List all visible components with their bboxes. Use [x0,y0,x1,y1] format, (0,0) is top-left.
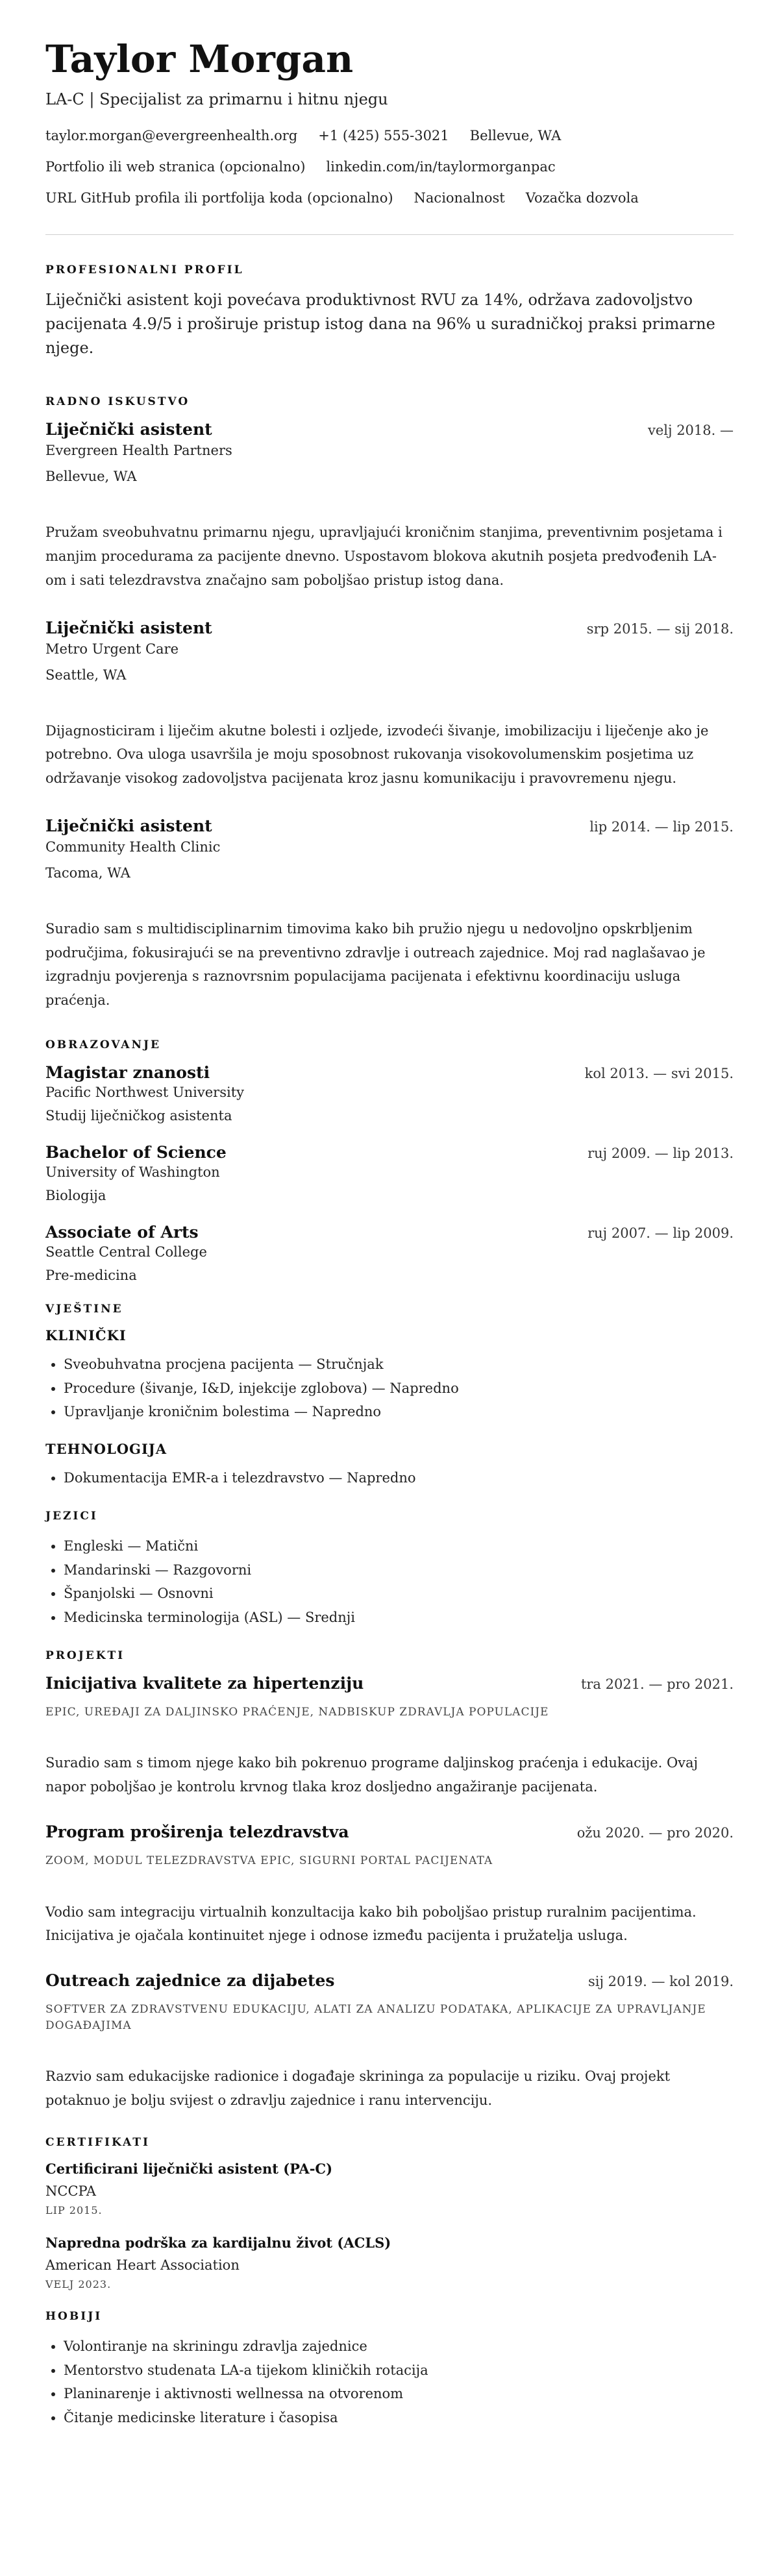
skills-tech-list [45,1466,734,1490]
header-divider [45,234,734,235]
skills-tech-title: TEHNOLOGIJA [45,1441,167,1457]
education-entry-head [45,1223,734,1242]
languages-section-title: JEZICI [45,1509,98,1523]
education-date: ruj 2009. — lip 2013. [587,1145,734,1161]
education-field: Biologija [45,1187,106,1203]
contact-row-extra [45,190,734,206]
certificate-date: LIP 2015. [45,2203,103,2216]
certificate-name: Napredna podrška za kardijalnu život (ACLS) [45,2234,391,2251]
project-name: Outreach zajednice za dijabetes [45,1971,335,1991]
profile-summary: Liječnički asistent koji povećava produktivnost RVU za 14%, održava zadovoljstvo pacijenata 4.9/5 i proširuje pristup istog dana na 96% u suradničkoj praksi primarne njege. [45,290,715,358]
project-date: ožu 2020. — pro 2020. [576,1824,734,1841]
experience-location: Bellevue, WA [45,469,137,485]
project-entry-head [45,1674,734,1693]
experience-description: Suradio sam s multidisciplinarnim timovima kako bih pružio njegu u nedovoljno opskrbljenim područjima, fokusirajući se na preventivno zdravlje i outreach zajednice. Moj rad naglašavao je izgradnju povjerenja s raznovrsnim populacijama pacijenata i efektivnu koordinaciju usluga praćenja. [45,920,706,1008]
project-tech: ZOOM, MODUL TELEZDRAVSTVA EPIC, SIGURNI PORTAL PACIJENATA [45,1854,493,1867]
hobbies-list [45,2335,734,2430]
contact-row-links [45,159,734,175]
list-item: • Procedure (šivanje, I&D, injekcije zglobova) — Napredno [64,1377,734,1401]
education-entry [45,1223,734,1283]
project-entry [45,1822,734,1948]
project-entry [45,1971,734,2113]
education-entry [45,1063,734,1123]
project-name: Program proširenja telezdravstva [45,1822,349,1841]
candidate-name: Taylor Morgan [45,37,354,81]
project-date: sij 2019. — kol 2019. [587,1974,734,1990]
contact-license: Vozačka dozvola [525,190,639,206]
languages-section [45,1510,734,1630]
list-item: • Čitanje medicinske literature i časopisa [64,2406,734,2430]
list-item: • Medicinska terminologija (ASL) — Srednji [64,1606,734,1630]
education-field: Pre-medicina [45,1267,137,1283]
list-item: • Španjolski — Osnovni [64,1582,734,1606]
experience-entry [45,619,734,791]
experience-location: Tacoma, WA [45,865,130,881]
education-degree: Magistar znanosti [45,1062,210,1082]
skills-section [45,1303,734,1490]
experience-entry [45,420,734,592]
certificate-entry [45,2161,734,2216]
certificate-name: Certificirani liječnički asistent (PA-C) [45,2160,333,2177]
project-tech: SOFTVER ZA ZDRAVSTVENU EDUKACIJU, ALATI ZA ANALIZU PODATAKA, APLIKACIJE ZA UPRAVLJANJE DOGAĐAJIMA [45,2003,706,2032]
list-item: • Sveobuhvatna procjena pacijenta — Stručnjak [64,1353,734,1377]
project-date: tra 2021. — pro 2021. [580,1676,734,1692]
experience-location: Seattle, WA [45,667,127,683]
education-entry [45,1143,734,1203]
contact-github[interactable]: URL GitHub profila ili portfolija koda (opcionalno) [45,190,393,206]
candidate-subtitle: LA-C | Specijalist za primarnu i hitnu njegu [45,90,388,108]
education-school: University of Washington [45,1164,220,1180]
education-field: Studij liječničkog asistenta [45,1107,232,1123]
profile-section [45,264,734,361]
experience-date: velj 2018. — [648,423,734,439]
experience-role: Liječnički asistent [45,420,212,439]
projects-section-title: PROJEKTI [45,1649,125,1662]
certificate-entry [45,2235,734,2290]
education-entry-head [45,1063,734,1082]
certificate-issuer: NCCPA [45,2183,96,2199]
experience-org: Evergreen Health Partners [45,443,232,459]
experience-section [45,395,734,1012]
education-degree: Associate of Arts [45,1222,199,1242]
education-school: Seattle Central College [45,1244,207,1260]
experience-date: lip 2014. — lip 2015. [589,818,734,835]
project-description: Suradio sam s timom njege kako bih pokrenuo programe daljinskog praćenja i edukacije. Ovaj napor poboljšao je kontrolu krvnog tlaka kroz dosljedno angažiranje pacijenata. [45,1755,699,1795]
project-entry-head [45,1971,734,1990]
contact-phone[interactable]: +1 (425) 555-3021 [318,127,449,143]
list-item: • Engleski — Matični [64,1534,734,1558]
project-description: Razvio sam edukacijske radionice i događaje skrininga za populacije u riziku. Ovaj projekt potaknuo je bolju svijest o zdravlju zajednice i ranu intervenciju. [45,2068,671,2109]
list-item: • Mentorstvo studenata LA-a tijekom kliničkih rotacija [64,2359,734,2383]
skills-clinical-title: KLINIČKI [45,1327,127,1343]
education-date: kol 2013. — svi 2015. [584,1065,734,1081]
list-item: • Upravljanje kroničnim bolestima — Napredno [64,1400,734,1424]
contact-email[interactable]: taylor.morgan@evergreenhealth.org [45,127,298,143]
experience-entry-head [45,420,734,439]
certificates-section-title: CERTIFIKATI [45,2135,150,2149]
profile-section-title: PROFESIONALNI PROFIL [45,263,244,276]
certificates-section [45,2136,734,2290]
list-item: • Volontiranje na skriningu zdravlja zajednice [64,2335,734,2359]
project-description: Vodio sam integraciju virtualnih konzultacija kako bih poboljšao pristup ruralnim pacijentima. Inicijativa je ojačala kontinuitet njege i odnose između pacijenta i pružatelja usluga. [45,1904,697,1944]
experience-org: Metro Urgent Care [45,641,179,657]
certificate-issuer: American Heart Association [45,2257,240,2273]
experience-entry [45,816,734,1012]
list-item: • Planinarenje i aktivnosti wellnessa na otvorenom [64,2382,734,2406]
project-entry-head [45,1822,734,1841]
experience-role: Liječnički asistent [45,816,212,835]
experience-entry-head [45,816,734,835]
education-degree: Bachelor of Science [45,1142,227,1162]
projects-section [45,1649,734,2113]
education-date: ruj 2007. — lip 2009. [587,1225,734,1241]
education-section [45,1038,734,1283]
skills-section-title: VJEŠTINE [45,1302,123,1316]
resume-header [45,38,734,206]
contact-nationality: Nacionalnost [414,190,505,206]
education-section-title: OBRAZOVANJE [45,1038,162,1051]
contact-row-primary [45,128,734,143]
experience-description: Dijagnosticiram i liječim akutne bolesti i ozljede, izvodeći šivanje, imobilizaciju i liječenje ako je potrebno. Ova uloga usavršila je moju sposobnost rukovanja visokovolumenskim posjetima uz održavanje visokog zadovoljstva pacijenata kroz jasnu komunikaciju i pravovremenu njegu. [45,722,709,786]
languages-list [45,1534,734,1630]
experience-date: srp 2015. — sij 2018. [586,620,734,637]
project-entry [45,1674,734,1799]
hobbies-section-title: HOBIJI [45,2309,103,2323]
experience-entry-head [45,619,734,637]
hobbies-section [45,2310,734,2430]
skills-clinical-list [45,1353,734,1424]
experience-section-title: RADNO ISKUSTVO [45,395,190,409]
contact-portfolio[interactable]: Portfolio ili web stranica (opcionalno) [45,158,306,175]
project-tech: EPIC, UREĐAJI ZA DALJINSKO PRAĆENJE, NADBISKUP ZDRAVLJA POPULACIJE [45,1705,549,1719]
contact-location: Bellevue, WA [469,127,562,143]
education-entry-head [45,1143,734,1162]
list-item: • Dokumentacija EMR-a i telezdravstvo — Napredno [64,1466,734,1490]
experience-role: Liječnički asistent [45,618,212,637]
contact-linkedin[interactable]: linkedin.com/in/taylormorganpac [326,158,556,175]
list-item: • Mandarinski — Razgovorni [64,1558,734,1582]
education-school: Pacific Northwest University [45,1084,245,1100]
experience-description: Pružam sveobuhvatnu primarnu njegu, upravljajući kroničnim stanjima, preventivnim posjetama i manjim procedurama za pacijente dnevno. Uspostavom blokova akutnih posjeta predvođenih LA-om i sati telezdravstva značajno sam poboljšao pristup istog dana. [45,524,723,588]
experience-org: Community Health Clinic [45,839,221,855]
certificate-date: VELJ 2023. [45,2277,112,2290]
project-name: Inicijativa kvalitete za hipertenziju [45,1673,364,1693]
